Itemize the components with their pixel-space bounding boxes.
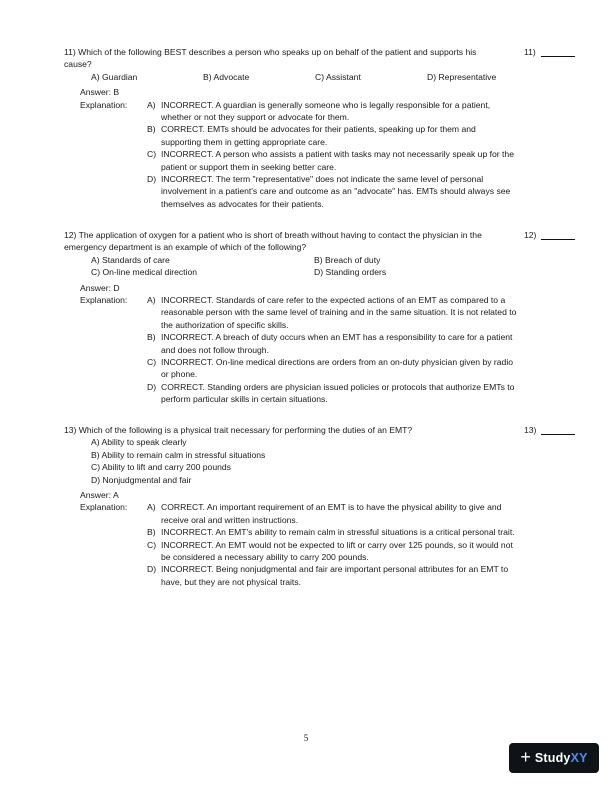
question-number-right: 13) xyxy=(524,425,537,435)
explanation-item xyxy=(147,526,517,538)
explanation-item xyxy=(147,99,517,124)
question-number-right: 11) xyxy=(524,47,536,57)
explanation-item xyxy=(147,173,517,210)
choice-b: B) Breach of duty xyxy=(314,254,381,265)
explanation-text: INCORRECT. An EMT's ability to remain calm in stressful situations is a critical personal trait. xyxy=(161,527,515,538)
answer-choices xyxy=(91,71,584,83)
choice-c: C) Ability to lift and carry 200 pounds xyxy=(91,462,231,473)
explanation-letter: B) xyxy=(147,124,156,135)
choice-a: A) Ability to speak clearly xyxy=(91,437,187,448)
explanation-letter: D) xyxy=(147,381,157,392)
choice-d: D) Nonjudgmental and fair xyxy=(91,474,192,485)
choice-c: C) On-line medical direction xyxy=(91,267,198,278)
answer-blank xyxy=(541,239,575,240)
explanation xyxy=(80,501,584,588)
explanation-text: INCORRECT. On-line medical directions are orders from an on-duty physician given by radio or phone. xyxy=(161,357,514,380)
explanation-letter: A) xyxy=(147,502,156,513)
explanation-letter: D) xyxy=(147,564,157,575)
answer-key: Answer: D xyxy=(80,282,120,293)
badge-label: StudyXY xyxy=(534,751,588,765)
answer-choices xyxy=(91,436,584,486)
choice-b: B) Ability to remain calm in stressful situations xyxy=(91,449,266,460)
explanation-text: INCORRECT. A person who assists a patient with tasks may not necessarily speak up for the patient or support them in seeking better care. xyxy=(161,149,514,172)
explanation-item xyxy=(147,381,517,406)
question-12 xyxy=(64,229,584,406)
explanation xyxy=(80,99,584,211)
choice-b: B) Advocate xyxy=(203,71,250,82)
choice-d: D) Standing orders xyxy=(314,267,387,278)
explanation-text: INCORRECT. Being nonjudgmental and fair are important personal attributes for an EMT to have, but they are not physical traits. xyxy=(161,564,509,587)
explanation-label: Explanation: xyxy=(80,295,128,306)
explanation-label: Explanation: xyxy=(80,502,128,513)
explanation-letter: C) xyxy=(147,539,157,550)
answer-choices xyxy=(91,254,584,279)
explanation-letter: B) xyxy=(147,527,156,538)
answer-blank xyxy=(541,56,575,57)
explanation-text: INCORRECT. A breach of duty occurs when an EMT has a responsibility to care for a patient and does not follow through. xyxy=(161,332,513,355)
question-number-right: 12) xyxy=(524,230,537,240)
explanation-item xyxy=(147,148,517,173)
explanation-text: CORRECT. Standing orders are physician issued policies or protocols that authorize EMTs to perform particular skills in certain situations. xyxy=(161,381,515,405)
question-stem: 11) Which of the following BEST describes a person who speaks up on behalf of the patient and supports his cause? xyxy=(64,47,477,70)
answer-blank xyxy=(541,434,575,435)
question-stem: 12) The application of oxygen for a patient who is short of breath without having to contact the physician in the emergency department is an example of which of the following? xyxy=(64,230,482,253)
explanation-text: CORRECT. EMTs should be advocates for their patients, speaking up for them and supporting them in getting appropriate care. xyxy=(161,124,476,147)
question-13 xyxy=(64,424,584,588)
explanation-item xyxy=(147,501,517,526)
explanation xyxy=(80,294,584,406)
explanation-item xyxy=(147,563,517,588)
question-stem: 13) Which of the following is a physical trait necessary for performing the duties of an EMT? xyxy=(64,425,413,435)
explanation-letter: C) xyxy=(147,357,157,368)
explanation-label: Explanation: xyxy=(80,99,128,110)
choice-a: A) Guardian xyxy=(91,71,138,82)
answer-key: Answer: B xyxy=(80,87,120,98)
explanation-text: INCORRECT. A guardian is generally someone who is legally responsible for a patient, whether or not they support or advocate for them. xyxy=(161,99,491,123)
explanation-item xyxy=(147,294,517,331)
question-11 xyxy=(64,46,584,210)
plus-icon: + xyxy=(520,747,531,767)
choice-d: D) Representative xyxy=(427,71,497,82)
explanation-letter: A) xyxy=(147,99,156,110)
explanation-item xyxy=(147,331,517,356)
explanation-letter: B) xyxy=(147,332,156,343)
explanation-text: INCORRECT. Standards of care refer to the expected actions of an EMT as compared to a reasonable person with the same level of training and in the same situation. It is not related to the authorization of specific skills. xyxy=(161,295,517,330)
explanation-letter: A) xyxy=(147,295,156,306)
explanation-text: CORRECT. An important requirement of an EMT is to have the physical ability to give and receive oral and written instructions. xyxy=(161,502,502,525)
explanation-letter: C) xyxy=(147,149,157,160)
page-number: 5 xyxy=(303,733,309,743)
studyxy-badge[interactable] xyxy=(509,743,599,773)
choice-a: A) Standards of care xyxy=(91,254,170,265)
explanation-letter: D) xyxy=(147,174,157,185)
explanation-item xyxy=(147,539,517,564)
choice-c: C) Assistant xyxy=(315,71,361,82)
explanation-item xyxy=(147,123,517,148)
explanation-text: INCORRECT. An EMT would not be expected to lift or carry over 125 pounds, so it would not be considered a necessary ability to carry 200 pounds. xyxy=(161,539,513,563)
answer-key: Answer: A xyxy=(80,490,119,501)
explanation-item xyxy=(147,356,517,381)
explanation-text: INCORRECT. The term "representative" does not indicate the same level of personal involvement in a patient's care and outcome as an "advocate" has. EMTs should always see themselves as advocates for their patients. xyxy=(161,174,511,209)
